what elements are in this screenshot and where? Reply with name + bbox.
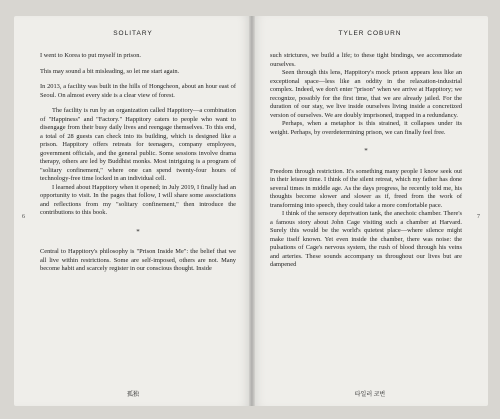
open-book bbox=[14, 16, 488, 408]
paragraph: I learned about Happitory when it opened; in July 2019, I finally had an opportunity to visit. In the pages that follow, I will share some associations and reflections from my "solitary confinement," then introduce the contributions to this book. bbox=[40, 183, 236, 216]
right-page bbox=[252, 16, 488, 406]
paragraph: I think of the sensory deprivation tank, the anechoic chamber. There's a famous story about John Cage visiting such a chamber at Harvard. Surely this would be the world's quietest place—where silence might make itself known. Yet even inside the chamber, there was noise: the pulsations of Cage's nervous system, the rush of blood through his veins and arteries. These sounds accompany us throughout our lives but are dampened bbox=[270, 210, 462, 268]
paragraph: Perhaps, when a metaphor is this strained, it collapses under its weight. Perhaps, by overdetermining prison, we can finally feel free. bbox=[270, 120, 462, 136]
paragraph: I went to Korea to put myself in prison. bbox=[40, 52, 141, 59]
folio-right: 타일러 코번 bbox=[354, 392, 386, 398]
running-head-left: SOLITARY bbox=[113, 30, 153, 37]
left-page-text bbox=[40, 52, 236, 281]
book-spine bbox=[249, 16, 255, 406]
right-page-text bbox=[270, 52, 462, 270]
left-page bbox=[14, 16, 252, 406]
paragraph: such strictures, we build a life; to these tight bindings, we accommodate ourselves. bbox=[270, 52, 462, 68]
paragraph: Freedom through restriction. It's something many people I know seek out in their leisure time. I think of the silent retreat, which my father has done several times in middle age. As the days progress, he recently told me, his thoughts become slower and slower as if, freed from the work of transforming into speech, they could take a more comfortable pace. bbox=[270, 167, 462, 209]
section-divider: * bbox=[364, 147, 368, 155]
paragraph: Seen through this lens, Happitory's mock prison appears less like an exceptional space—less like an oddity in the relaxation-industrial complex. Indeed, we don't enter "prison" when we arrive at Happitory; we recognize, possibly for the first time, that we are already jailed. For the duration of our stay, we live inside ourselves living inside a concretized version of ourselves. We are doubly imprisoned, trapped in a redundancy. bbox=[270, 69, 462, 119]
running-head-right: TYLER COBURN bbox=[338, 30, 402, 37]
folio-left: 孤独 bbox=[126, 392, 139, 398]
section-divider: * bbox=[136, 227, 140, 236]
page-number-left: 6 bbox=[22, 214, 25, 220]
page-number-right: 7 bbox=[477, 214, 480, 220]
paragraph: Central to Happitory's philosophy is "Prison Inside Me": the belief that we all live within restrictions. Some are self-imposed, others are not. Many become habit and scarcely register in our conscious thought. Inside bbox=[40, 248, 236, 272]
paragraph: The facility is run by an organization called Happitory—a combination of "Happiness" and "Factory." Happitory caters to people who want to disengage from their busy daily lives and reengage themselves. To this end, a total of 28 guests can check into its building, which is designed like a prison. Happitory offers retreats for teenagers, company employees, government officials, and the general public. Some sessions involve drama therapy, others are led by Buddhist monks. Most intriguing is a program of "solitary confinement," where one can spend twenty-four hours of technology-free time locked in an individual cell. bbox=[40, 107, 236, 182]
paragraph: In 2013, a facility was built in the hills of Hongcheon, about an hour east of Seoul. On almost every side is a clear view of forest. bbox=[40, 83, 236, 99]
paragraph: This may sound a bit misleading, so let me start again. bbox=[40, 67, 180, 75]
